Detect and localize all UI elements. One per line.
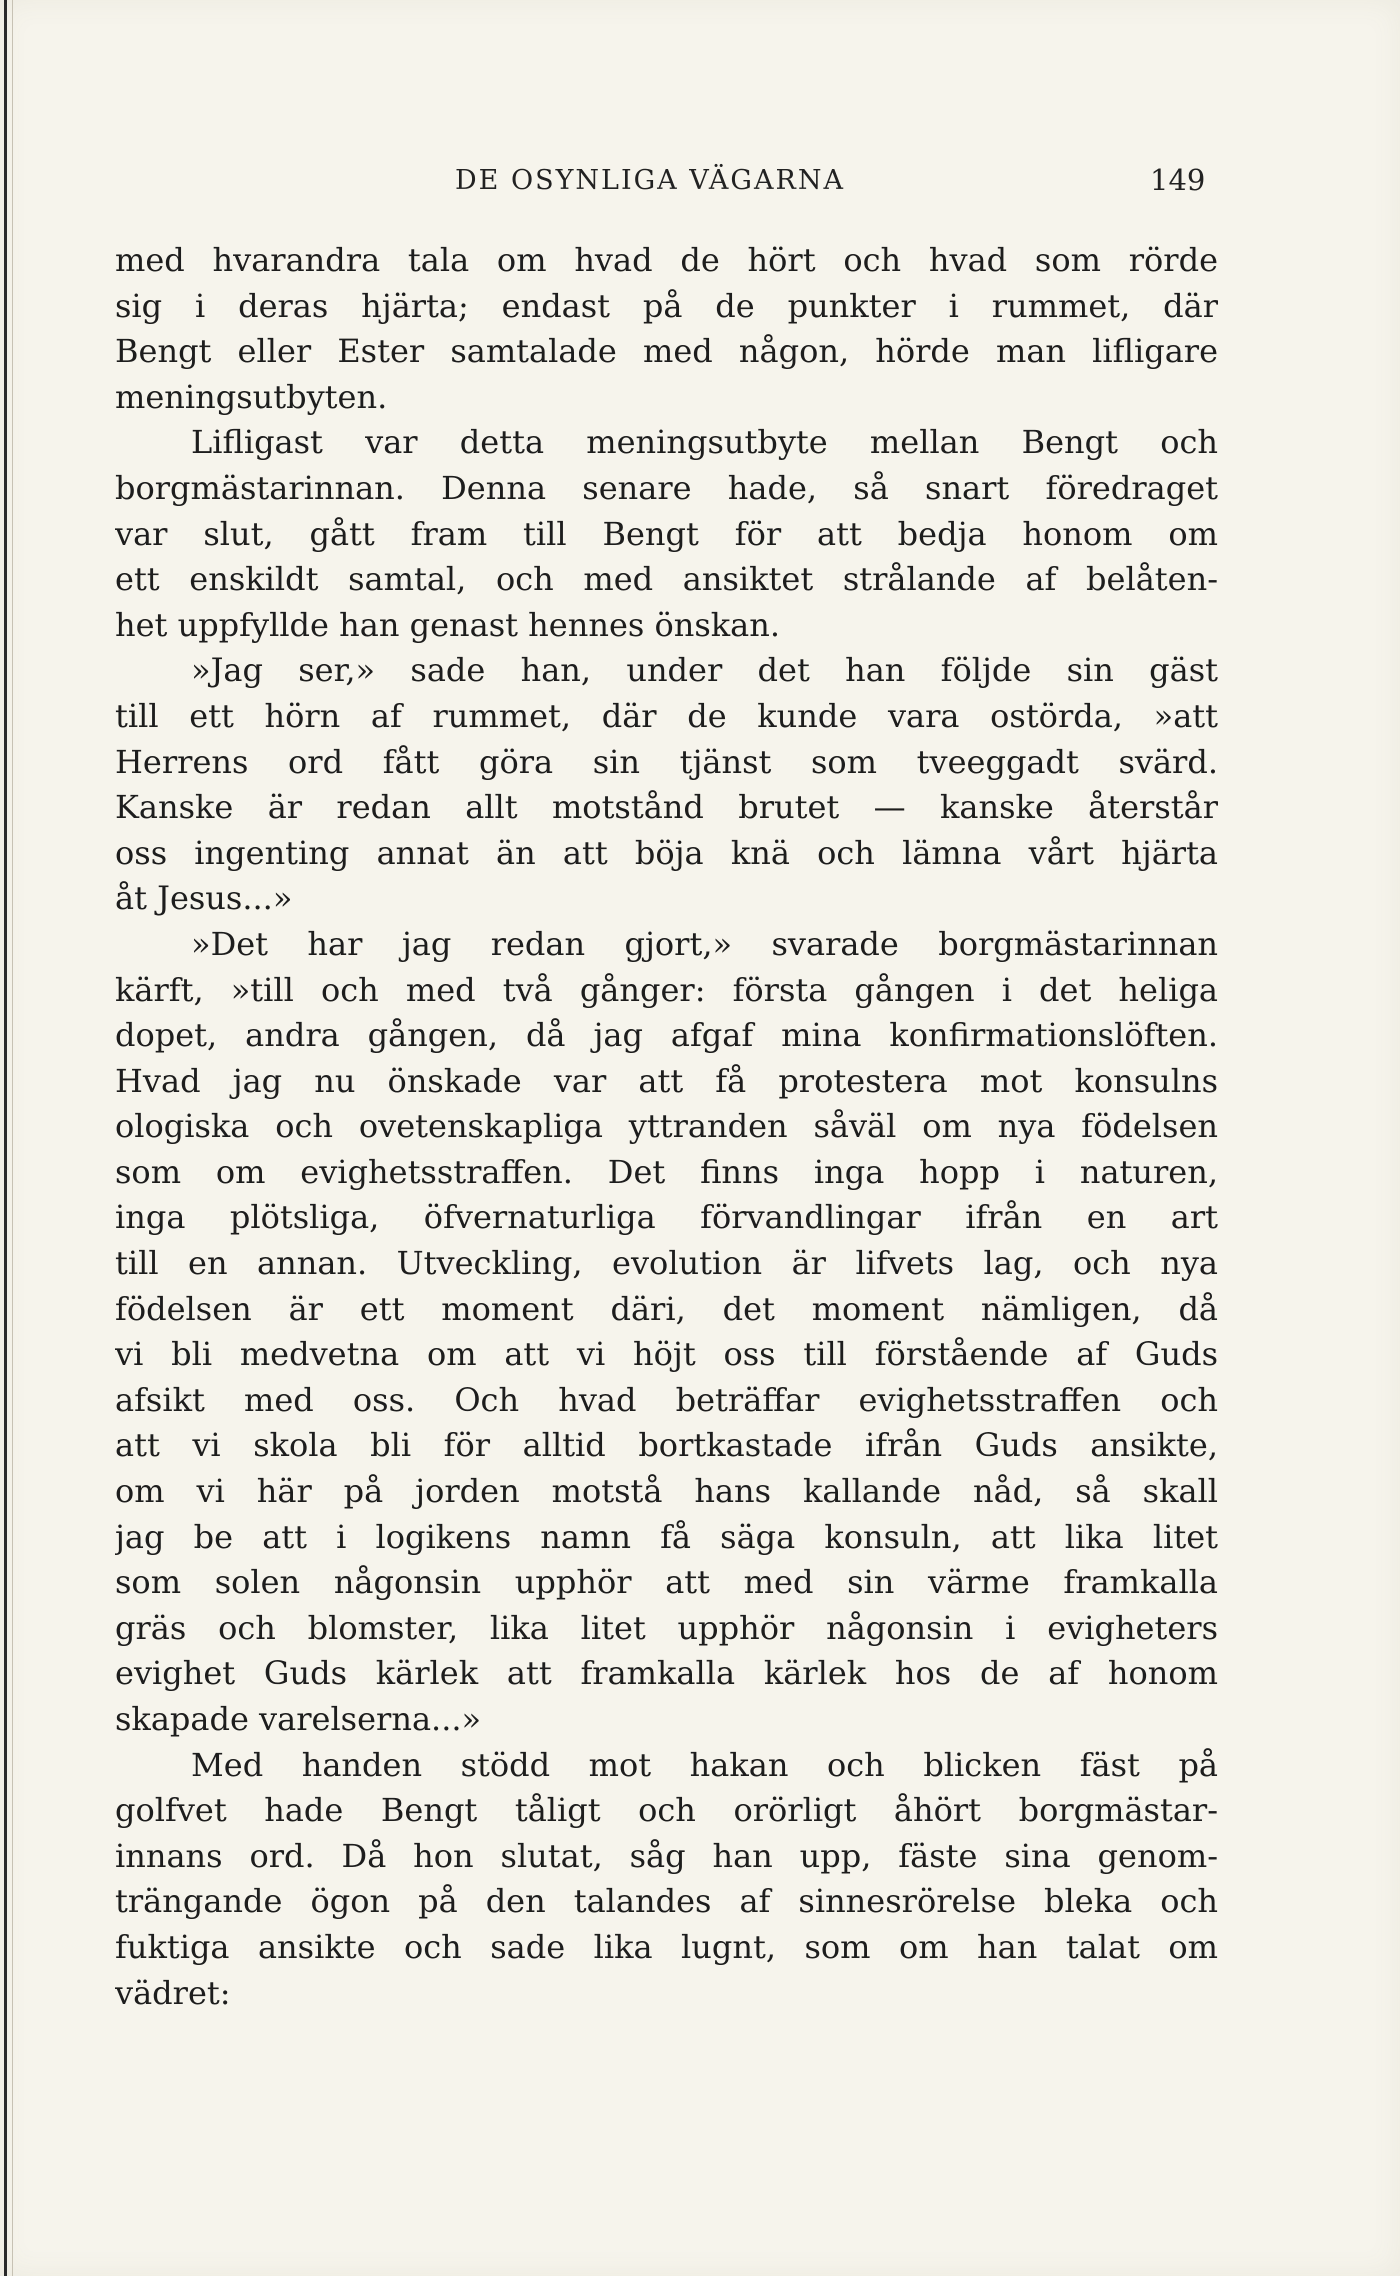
text-line: dopet, andra gången, då jag afgaf mina konfirmationslöften. bbox=[115, 1016, 1218, 1055]
text-line: borgmästarinnan. Denna senare hade, så snart föredraget bbox=[115, 468, 1218, 507]
text-line: jag be att i logikens namn få säga konsuln, att lika litet bbox=[115, 1517, 1218, 1556]
text-line: evighet Guds kärlek att framkalla kärlek hos de af honom bbox=[115, 1654, 1218, 1693]
text-line: vädret: bbox=[115, 1973, 231, 2012]
text-line: att vi skola bli för alltid bortkastade ifrån Guds ansikte, bbox=[115, 1426, 1218, 1465]
text-line: med hvarandra tala om hvad de hört och hvad som rörde bbox=[115, 241, 1218, 279]
text-line: till ett hörn af rummet, där de kunde vara ostörda, »att bbox=[115, 696, 1218, 735]
text-line: golfvet hade Bengt tåligt och orörligt åhört borgmästar- bbox=[115, 1791, 1218, 1830]
text-line: till en annan. Utveckling, evolution är lifvets lag, och nya bbox=[115, 1244, 1218, 1283]
text-line: meningsutbyten. bbox=[115, 377, 388, 416]
page-edge-shadow bbox=[4, 0, 7, 2276]
text-line: var slut, gått fram till Bengt för att bedja honom om bbox=[115, 514, 1218, 553]
text-line: sig i deras hjärta; endast på de punkter i rummet, där bbox=[115, 286, 1218, 325]
text-line: födelsen är ett moment däri, det moment nämligen, då bbox=[115, 1289, 1218, 1328]
text-line: afsikt med oss. Och hvad beträffar evighetsstraffen och bbox=[115, 1380, 1218, 1419]
text-line: skapade varelserna...» bbox=[115, 1700, 482, 1738]
text-line: vi bli medvetna om att vi höjt oss till förstående af Guds bbox=[115, 1335, 1218, 1374]
text-line: inga plötsliga, öfvernaturliga förvandlingar ifrån en art bbox=[115, 1198, 1218, 1237]
text-line: åt Jesus...» bbox=[115, 879, 293, 918]
text-line: »Jag ser,» sade han, under det han följde sin gäst bbox=[191, 651, 1218, 690]
text-line: innans ord. Då hon slutat, såg han upp, fäste sina genom- bbox=[115, 1836, 1218, 1875]
body-text bbox=[115, 238, 1218, 2016]
text-line: som solen någonsin upphör att med sin värme framkalla bbox=[115, 1563, 1218, 1602]
text-line: Kanske är redan allt motstånd brutet — kanske återstår bbox=[115, 788, 1218, 827]
text-line: Med handen stödd mot hakan och blicken fäst på bbox=[191, 1745, 1218, 1784]
text-line: trängande ögon på den talandes af sinnesrörelse bleka och bbox=[115, 1882, 1218, 1921]
text-line: Bengt eller Ester samtalade med någon, hörde man lifligare bbox=[115, 332, 1218, 371]
text-line: Hvad jag nu önskade var att få protestera mot konsulns bbox=[115, 1061, 1218, 1100]
text-line: om vi här på jorden motstå hans kallande nåd, så skall bbox=[115, 1472, 1218, 1511]
text-line: kärft, »till och med två gånger: första gången i det heliga bbox=[115, 970, 1218, 1009]
running-head: DE OSYNLIGA VÄGARNA bbox=[455, 165, 845, 196]
text-line: het uppfyllde han genast hennes önskan. bbox=[115, 605, 781, 644]
text-line: »Det har jag redan gjort,» svarade borgmästarinnan bbox=[191, 924, 1218, 963]
page-edge-line bbox=[12, 0, 13, 2276]
text-line: Lifligast var detta meningsutbyte mellan Bengt och bbox=[191, 423, 1218, 462]
text-line: ologiska och ovetenskapliga yttranden såväl om nya födelsen bbox=[115, 1107, 1218, 1146]
text-line: som om evighetsstraffen. Det finns inga hopp i naturen, bbox=[115, 1152, 1218, 1191]
text-line: Herrens ord fått göra sin tjänst som tveeggadt svärd. bbox=[115, 742, 1218, 781]
text-line: oss ingenting annat än att böja knä och lämna vårt hjärta bbox=[115, 833, 1218, 872]
page-number: 149 bbox=[1150, 163, 1206, 197]
text-line: ett enskildt samtal, och med ansiktet strålande af belåten- bbox=[115, 560, 1218, 599]
text-line: fuktiga ansikte och sade lika lugnt, som om han talat om bbox=[115, 1927, 1218, 1966]
text-line: gräs och blomster, lika litet upphör någonsin i evigheters bbox=[115, 1608, 1218, 1647]
